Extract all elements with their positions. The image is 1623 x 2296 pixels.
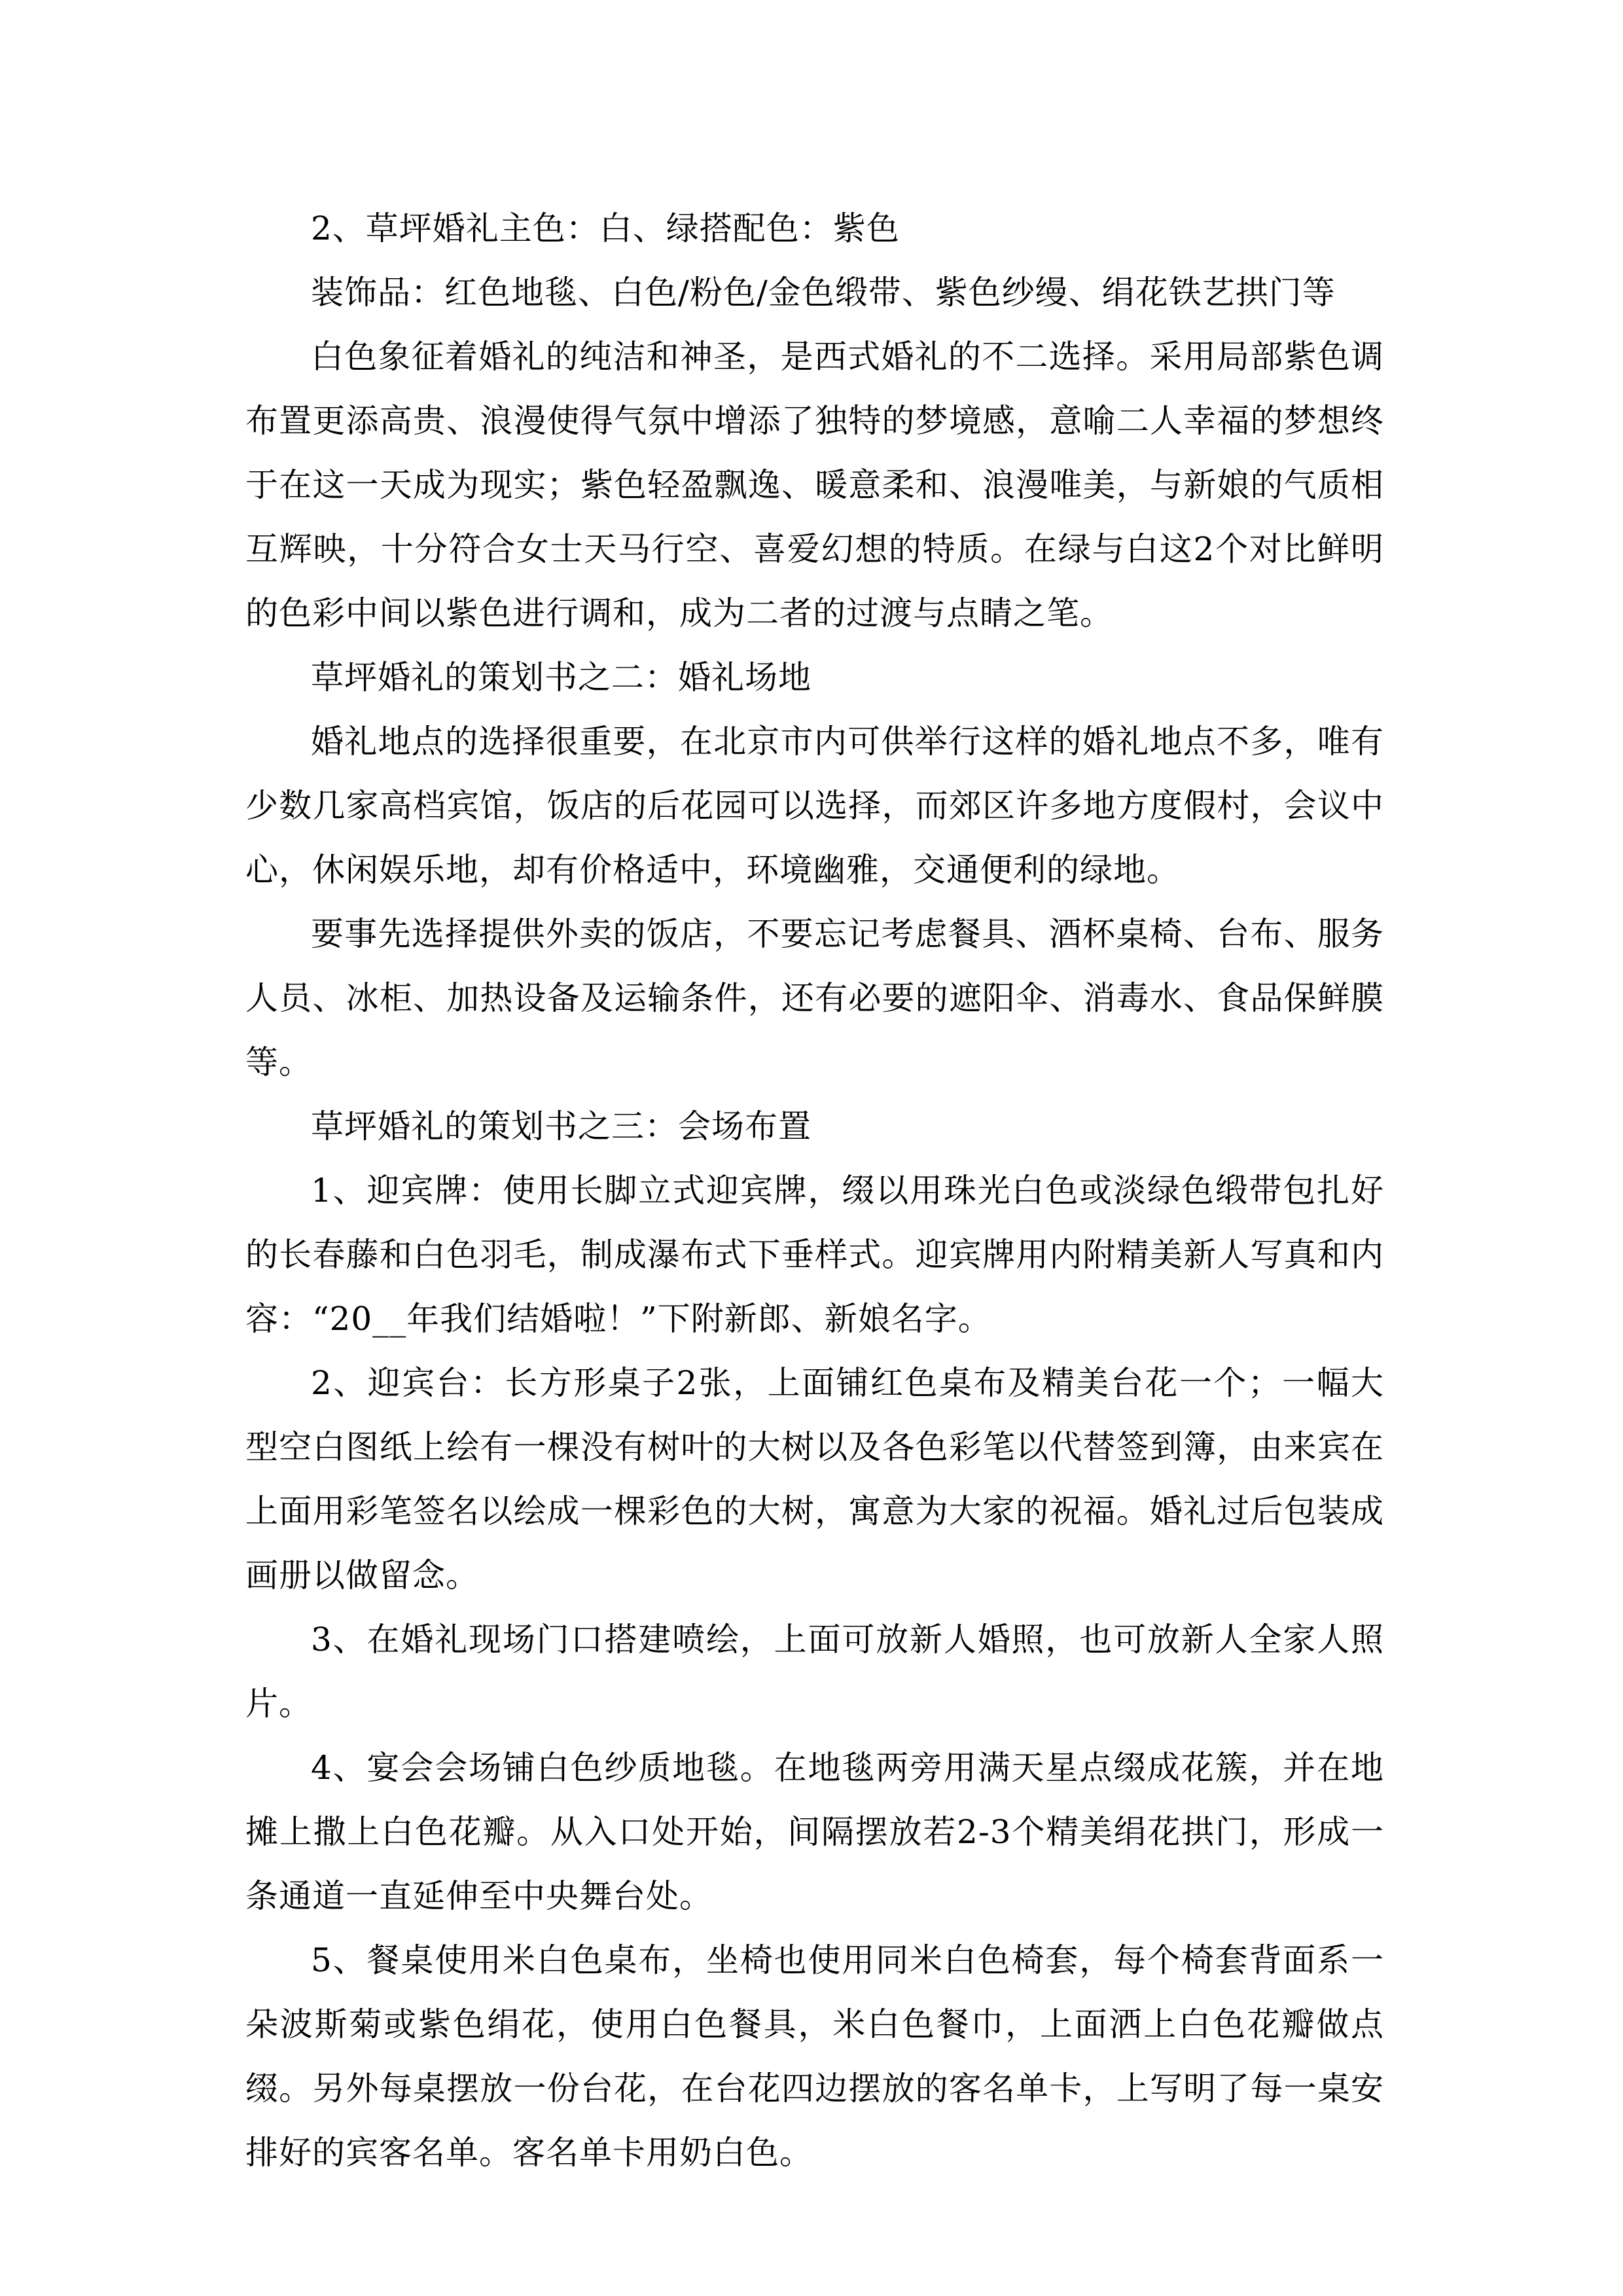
paragraph-decorations: 装饰品：红色地毯、白色/粉色/金色缎带、紫色纱缦、绢花铁艺拱门等: [311, 274, 1336, 312]
paragraph-welcome-sign: 1、迎宾牌：使用长脚立式迎宾牌，缀以用珠光白色或淡绿色缎带包扎好的长春藤和白色羽毛，制成瀑布式下垂样式。迎宾牌用内附精美新人写真和内容：“20__年我们结婚啦！”下附新郎、新娘名字。: [245, 1172, 1384, 1338]
document-body: [245, 196, 1384, 2185]
section-heading-venue: 草坪婚礼的策划书之二：婚礼场地: [311, 658, 812, 696]
paragraph-welcome-table: 2、迎宾台：长方形桌子2张，上面铺红色桌布及精美台花一个；一幅大型空白图纸上绘有一棵没有树叶的大树以及各色彩笔以代替签到簿，由来宾在上面用彩笔签名以绘成一棵彩色的大树，寓意为大家的祝福。婚礼过后包装成画册以做留念。: [245, 1364, 1384, 1594]
paragraph-white-symbolism: 白色象征着婚礼的纯洁和神圣，是西式婚礼的不二选择。采用局部紫色调布置更添高贵、浪漫使得气氛中增添了独特的梦境感，意喻二人幸福的梦想终于在这一天成为现实；紫色轻盈飘逸、暖意柔和、浪漫唯美，与新娘的气质相互辉映，十分符合女士天马行空、喜爱幻想的特质。在绿与白这2个对比鲜明的色彩中间以紫色进行调和，成为二者的过渡与点睛之笔。: [245, 338, 1384, 632]
paragraph-entrance-print: 3、在婚礼现场门口搭建喷绘，上面可放新人婚照，也可放新人全家人照片。: [245, 1621, 1384, 1723]
paragraph-venue-choice: 婚礼地点的选择很重要，在北京市内可供举行这样的婚礼地点不多，唯有少数几家高档宾馆，饭店的后花园可以选择，而郊区许多地方度假村，会议中心，休闲娱乐地，却有价格适中，环境幽雅，交通便利的绿地。: [245, 723, 1384, 889]
paragraph-table-setting: 5、餐桌使用米白色桌布，坐椅也使用同米白色椅套，每个椅套背面系一朵波斯菊或紫色绢花，使用白色餐具，米白色餐巾，上面洒上白色花瓣做点缀。另外每桌摆放一份台花，在台花四边摆放的客名单卡，上写明了每一桌安排好的宾客名单。客名单卡用奶白色。: [245, 1941, 1384, 2172]
paragraph-main-colors: 2、草坪婚礼主色：白、绿搭配色：紫色: [311, 209, 900, 247]
paragraph-catering: 要事先选择提供外卖的饭店，不要忘记考虑餐具、酒杯桌椅、台布、服务人员、冰柜、加热设备及运输条件，还有必要的遮阳伞、消毒水、食品保鲜膜等。: [245, 915, 1384, 1081]
section-heading-layout: 草坪婚礼的策划书之三：会场布置: [311, 1107, 812, 1145]
paragraph-hall-carpet: 4、宴会会场铺白色纱质地毯。在地毯两旁用满天星点缀成花簇，并在地摊上撒上白色花瓣。从入口处开始，间隔摆放若2-3个精美绢花拱门，形成一条通道一直延伸至中央舞台处。: [245, 1749, 1384, 1915]
